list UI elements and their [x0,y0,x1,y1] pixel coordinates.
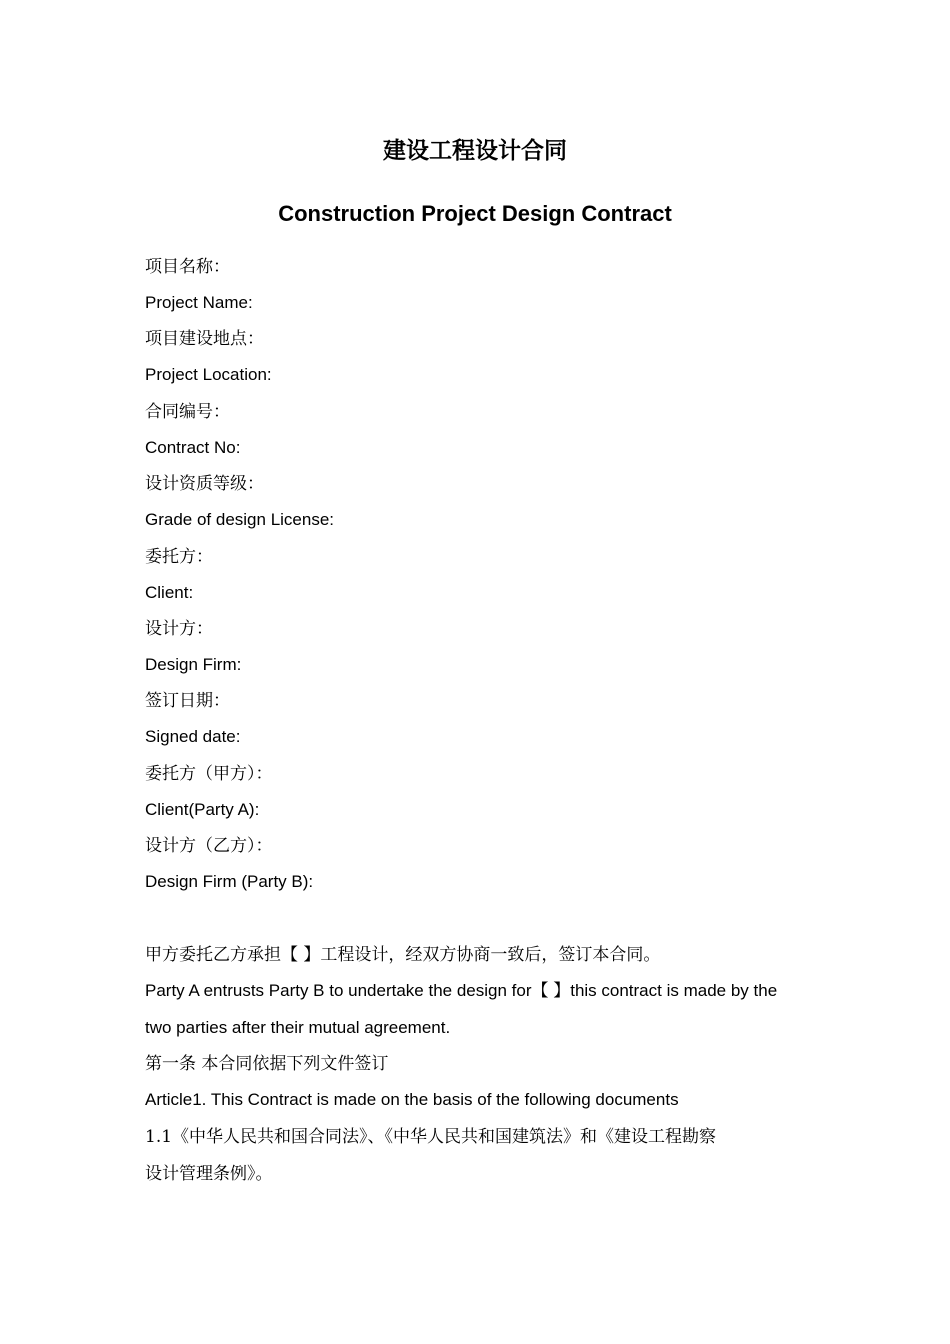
project-name-label-english: Project Name: [145,293,253,312]
article1-heading-english: Article1. This Contract is made on the basis of the following documents [145,1090,679,1109]
article1-heading-chinese: 第一条 本合同依据下列文件签订 [145,1054,389,1074]
signed-date-label-chinese: 签订日期： [145,691,230,711]
contract-no-label-chinese: 合同编号： [145,402,230,422]
design-grade-label-english: Grade of design License: [145,510,335,529]
clause-1-1-line1: 1.1《中华人民共和国合同法》、《中华人民共和国建筑法》和《建设工程勘察 [145,1127,717,1147]
party-a-label-english: Client(Party A): [145,800,260,819]
party-b-label-english: Design Firm (Party B): [145,872,314,891]
project-location-label-english: Project Location: [145,365,272,384]
signed-date-label-english: Signed date: [145,727,241,746]
party-a-label-chinese: 委托方（甲方）： [145,764,273,784]
intro-paragraph-english-line2: two parties after their mutual agreement. [145,1018,451,1037]
clause-1-1-line2: 设计管理条例》。 [145,1164,273,1184]
project-location-label-chinese: 项目建设地点： [145,329,264,349]
client-label-chinese: 委托方： [145,547,213,567]
design-firm-label-english: Design Firm: [145,655,242,674]
project-name-label-chinese: 项目名称： [145,257,230,277]
party-b-label-chinese: 设计方（乙方）： [145,836,273,856]
document-title-chinese: 建设工程设计合同 [383,138,567,164]
intro-paragraph-english-line1: Party A entrusts Party B to undertake the design for【 】this contract is made by the [145,981,778,1000]
document-title-english: Construction Project Design Contract [278,201,672,226]
contract-no-label-english: Contract No: [145,438,241,457]
design-grade-label-chinese: 设计资质等级： [145,474,264,494]
intro-paragraph-chinese: 甲方委托乙方承担【 】工程设计，经双方协商一致后，签订本合同。 [145,945,661,965]
client-label-english: Client: [145,583,194,602]
design-firm-label-chinese: 设计方： [145,619,213,639]
